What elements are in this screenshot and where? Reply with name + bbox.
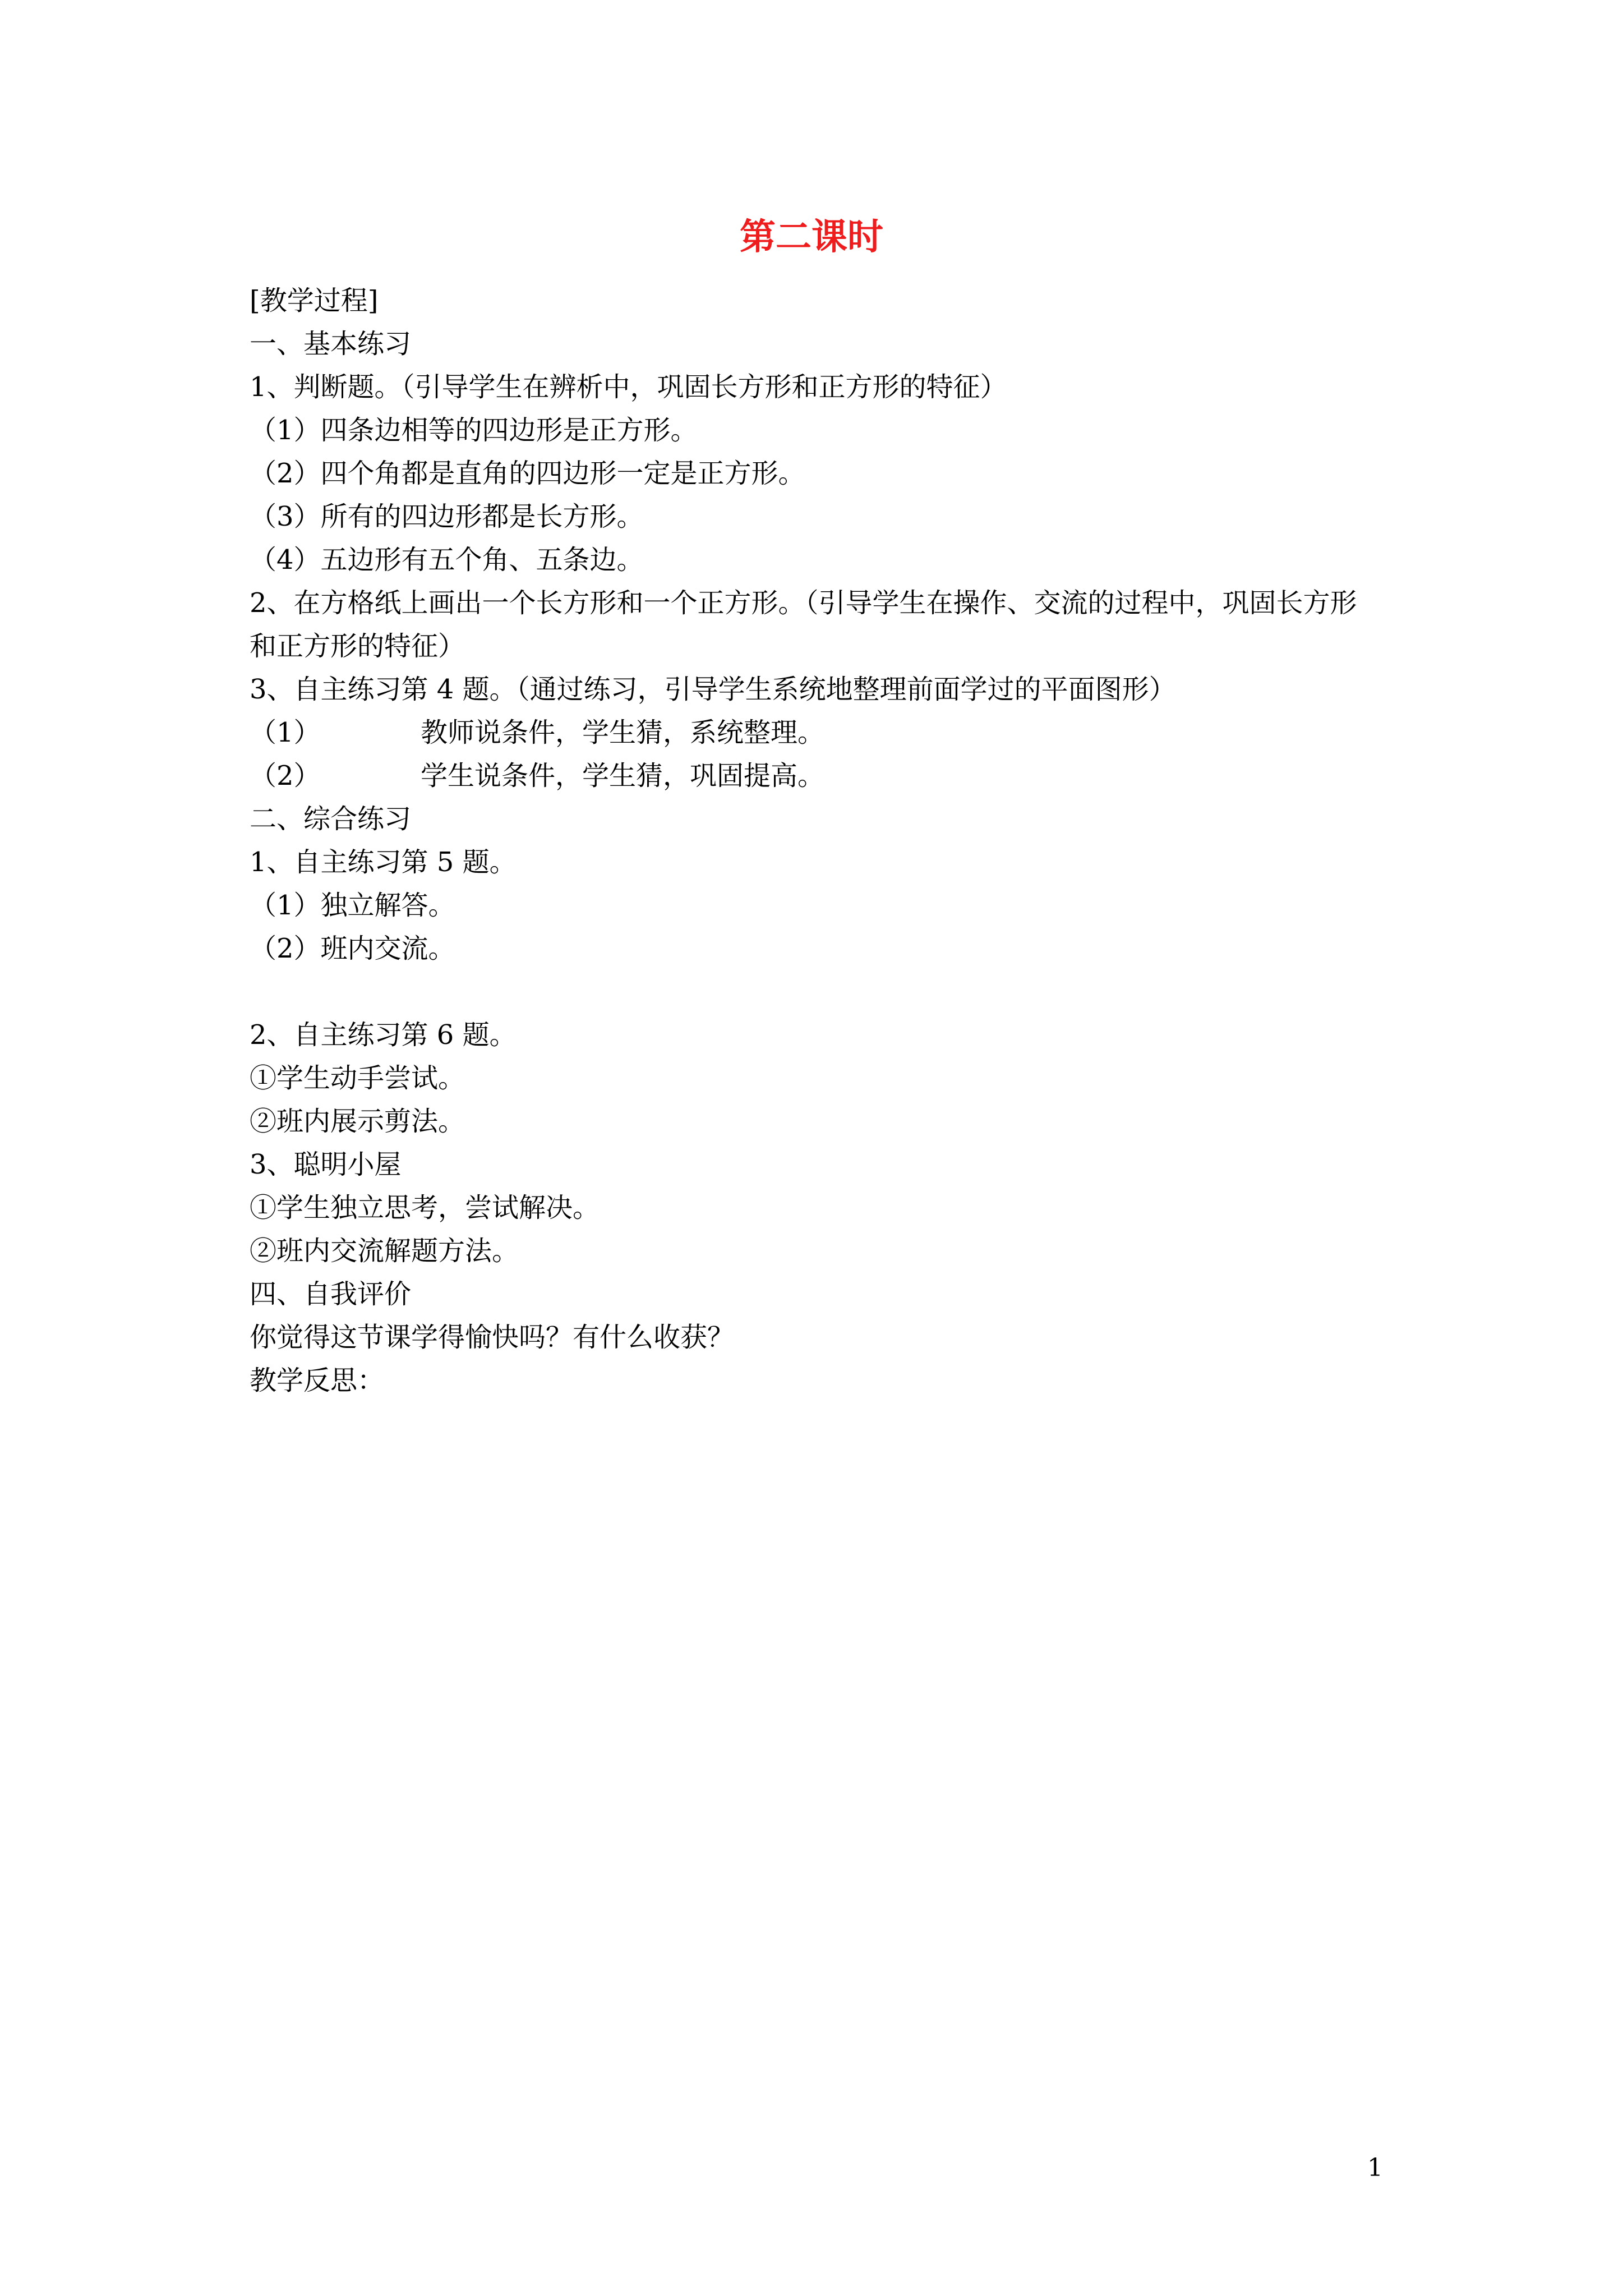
item-true-false: 1、判断题。（引导学生在辨析中，巩固长方形和正方形的特征） bbox=[250, 371, 1007, 403]
heading-comprehensive-practice: 二、综合练习 bbox=[250, 803, 412, 835]
sub-item-text: 学生说条件，学生猜，巩固提高。 bbox=[421, 760, 825, 792]
blank-line bbox=[250, 970, 1382, 1014]
heading-basic-practice: 一、基本练习 bbox=[250, 328, 412, 360]
evaluation-question: 你觉得这节课学得愉快吗？有什么收获？ bbox=[250, 1322, 735, 1353]
document-title: 第二课时 bbox=[740, 216, 883, 258]
sub-item: ②班内展示剪法。 bbox=[250, 1106, 465, 1137]
sub-item bbox=[250, 754, 1382, 798]
page-number: 1 bbox=[1367, 2154, 1383, 2182]
section-label-teaching-process: [教学过程] bbox=[250, 285, 379, 316]
sub-item: ①学生独立思考，尝试解决。 bbox=[250, 1192, 600, 1223]
sub-item: （3）所有的四边形都是长方形。 bbox=[250, 501, 644, 532]
sub-item: （4）五边形有五个角、五条边。 bbox=[250, 544, 644, 576]
sub-item: ①学生动手尝试。 bbox=[250, 1062, 465, 1094]
sub-item: （2）班内交流。 bbox=[250, 933, 455, 964]
item-exercise-4: 3、自主练习第 4 题。（通过练习，引导学生系统地整理前面学过的平面图形） bbox=[250, 674, 1176, 705]
item-exercise-5: 1、自主练习第 5 题。 bbox=[250, 846, 517, 878]
heading-self-evaluation: 四、自我评价 bbox=[250, 1278, 412, 1310]
sub-item: （1）四条边相等的四边形是正方形。 bbox=[250, 415, 698, 446]
item-exercise-6: 2、自主练习第 6 题。 bbox=[250, 1019, 517, 1051]
sub-item bbox=[250, 711, 1382, 754]
sub-item-number: （1） bbox=[250, 717, 321, 748]
sub-item-text: 教师说条件，学生猜，系统整理。 bbox=[421, 717, 825, 748]
sub-item-number: （2） bbox=[250, 760, 321, 792]
item-draw-shapes: 2、在方格纸上画出一个长方形和一个正方形。（引导学生在操作、交流的过程中，巩固长方形和正方形的特征） bbox=[250, 587, 1357, 662]
sub-item: （1）独立解答。 bbox=[250, 890, 455, 921]
sub-item: （2）四个角都是直角的四边形一定是正方形。 bbox=[250, 458, 805, 489]
sub-item: ②班内交流解题方法。 bbox=[250, 1235, 519, 1267]
document-body bbox=[250, 279, 1382, 1402]
teaching-reflection-label: 教学反思： bbox=[250, 1365, 385, 1396]
item-smart-house: 3、聪明小屋 bbox=[250, 1149, 402, 1180]
